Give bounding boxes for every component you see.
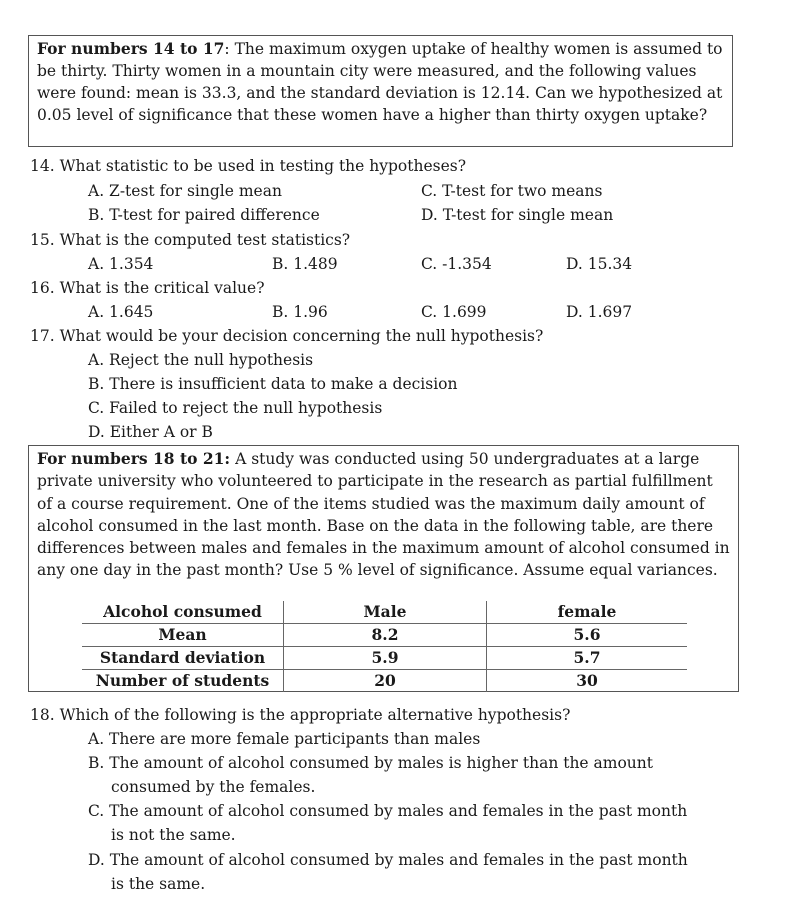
table-cell: Standard deviation [82,647,284,670]
table-cell: 5.7 [487,647,688,670]
problem-18-21-lead: For numbers 18 to 21: [37,449,231,468]
question-15: 15. What is the computed test statistics? [30,231,351,249]
q15-option-a[interactable]: A. 1.354 [88,255,154,273]
q18-option-d[interactable]: D. The amount of alcohol consumed by males and females in the past month [88,851,688,869]
table-cell: 8.2 [284,624,487,647]
q16-option-d[interactable]: D. 1.697 [566,303,633,321]
q18-option-b[interactable]: B. The amount of alcohol consumed by males is higher than the amount [88,754,654,772]
table-header: Male [284,601,487,624]
table-row [82,624,687,647]
question-17: 17. What would be your decision concerning the null hypothesis? [30,327,544,345]
table-cell: 20 [284,670,487,693]
q14-option-d[interactable]: D. T-test for single mean [421,206,614,224]
problem-14-17-text: : The maximum oxygen uptake of healthy women is assumed to be thirty. Thirty women in a mountain city were measured, and the following values were found: mean is 33.3, and the standard deviation is 12.14. Can we hypothesized at 0.05 level of significance that these women have a higher than thirty oxygen uptake? [37,40,723,124]
q18-option-b-cont[interactable]: consumed by the females. [111,778,316,796]
q17-option-b[interactable]: B. There is insufficient data to make a decision [88,375,458,393]
q15-option-b[interactable]: B. 1.489 [272,255,338,273]
question-16: 16. What is the critical value? [30,279,265,297]
q17-option-a[interactable]: A. Reject the null hypothesis [88,351,314,369]
q17-option-d[interactable]: D. Either A or B [88,423,213,441]
question-18: 18. Which of the following is the appropriate alternative hypothesis? [30,706,571,724]
problem-14-17-lead: For numbers 14 to 17 [37,39,225,58]
problem-18-21-text: A study was conducted using 50 undergraduates at a large private university who volunteered to participate in the research as partial fulfillment of a course requirement. One of the items studied was the maximum daily amount of alcohol consumed in the last month. Base on the data in the following table, are there differences between males and females in the maximum amount of alcohol consumed in any one day in the past month? Use 5 % level of significance. Assume equal variances. [37,450,730,580]
q18-option-d-cont[interactable]: is the same. [111,875,206,893]
q18-option-a[interactable]: A. There are more female participants than males [88,730,481,748]
table-row [82,670,687,693]
table-cell: 5.6 [487,624,688,647]
table-header-row [82,601,687,624]
q14-option-c[interactable]: C. T-test for two means [421,182,603,200]
q18-option-c[interactable]: C. The amount of alcohol consumed by males and females in the past month [88,802,688,820]
q15-option-c[interactable]: C. -1.354 [421,255,492,273]
table-header: Alcohol consumed [82,601,284,624]
table-cell: 30 [576,671,598,690]
problem-14-17-box [28,35,733,147]
table-row [82,647,687,670]
q18-option-c-cont[interactable]: is not the same. [111,826,236,844]
q14-option-b[interactable]: B. T-test for paired difference [88,206,320,224]
q14-option-a[interactable]: A. Z-test for single mean [88,182,282,200]
q16-option-a[interactable]: A. 1.645 [88,303,154,321]
q17-option-c[interactable]: C. Failed to reject the null hypothesis [88,399,383,417]
question-14: 14. What statistic to be used in testing the hypotheses? [30,157,467,175]
q16-option-b[interactable]: B. 1.96 [272,303,328,321]
q15-option-d[interactable]: D. 15.34 [566,255,633,273]
table-cell: Mean [82,624,284,647]
table-header: female [487,601,688,624]
q16-option-c[interactable]: C. 1.699 [421,303,487,321]
table-cell: 5.9 [284,647,487,670]
alcohol-data-table [82,601,687,692]
table-cell: Number of students [82,670,284,693]
